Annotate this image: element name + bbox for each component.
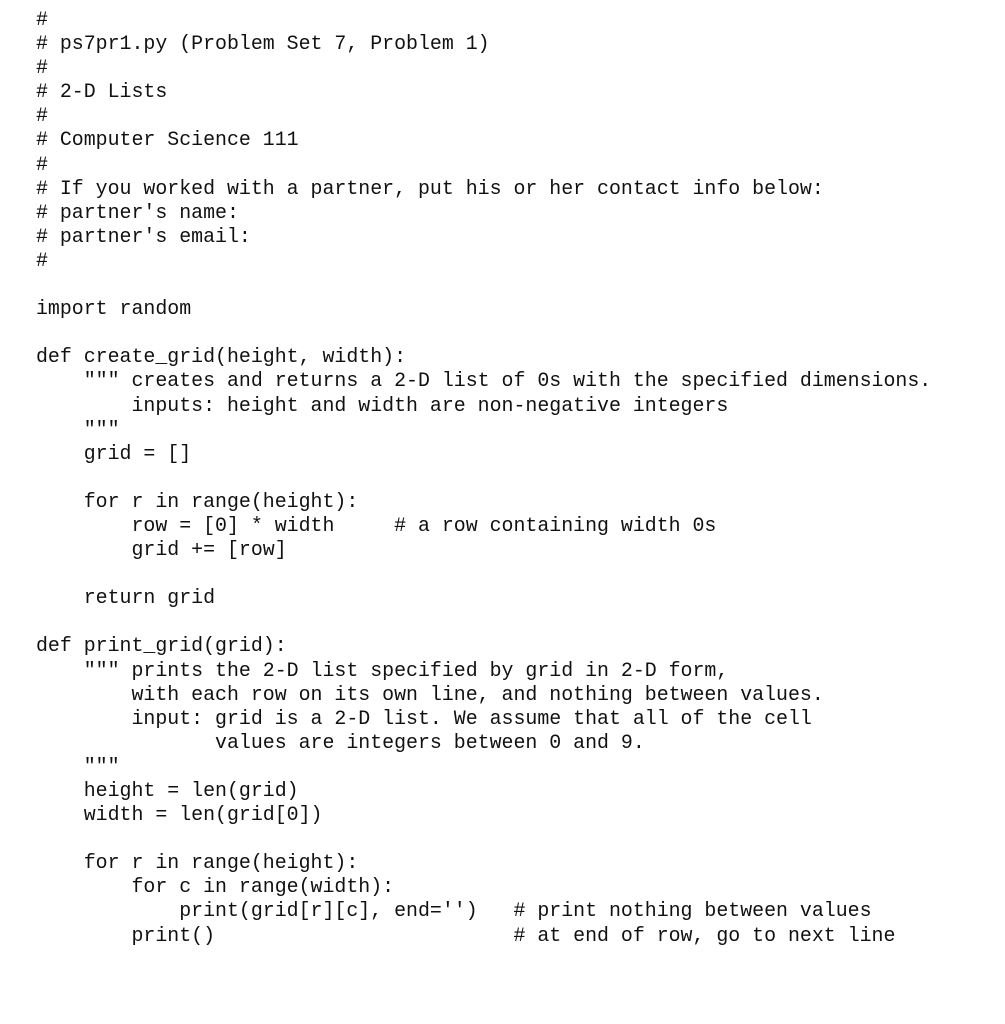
code-line: return grid [36, 586, 216, 610]
code-line: # [36, 152, 48, 176]
code-line [36, 562, 931, 586]
code-line [36, 466, 931, 490]
code-line: # If you worked with a partner, put his or her contact info below: [36, 176, 824, 200]
code-line: width = len(grid[0]) [36, 803, 323, 827]
code-line: inputs: height and width are non-negative integers [36, 393, 729, 417]
code-line: import random [36, 297, 192, 321]
code-line: print() # at end of row, go to next line [36, 923, 896, 947]
code-line: # partner's email: [36, 224, 251, 248]
code-line [36, 273, 931, 297]
code-line: # [36, 8, 48, 31]
code-line: for r in range(height): [36, 851, 359, 875]
code-line: grid = [] [36, 441, 192, 465]
code-line: height = len(grid) [36, 779, 299, 802]
code-line: # 2-D Lists [36, 80, 168, 104]
code-line: values are integers between 0 and 9. [36, 730, 645, 754]
code-line: # [36, 56, 48, 80]
code-line [36, 610, 931, 634]
code-line: for r in range(height): [36, 489, 359, 513]
code-line: """ prints the 2-D list specified by grid in 2-D form, [36, 658, 729, 682]
code-listing [36, 8, 931, 948]
code-line: """ [36, 417, 120, 441]
code-line [36, 321, 931, 345]
code-line: """ [36, 754, 120, 778]
code-line: print(grid[r][c], end='') # print nothing between values [36, 899, 872, 923]
code-line: """ creates and returns a 2-D list of 0s with the specified dimensions. [36, 369, 932, 393]
code-line: for c in range(width): [36, 875, 395, 899]
code-line [36, 827, 931, 851]
code-line: # [36, 248, 48, 272]
code-line: grid += [row] [36, 538, 287, 562]
code-line: def create_grid(height, width): [36, 345, 407, 369]
code-line: # Computer Science 111 [36, 128, 299, 152]
code-line: # partner's name: [36, 200, 239, 224]
code-line: input: grid is a 2-D list. We assume that all of the cell [36, 706, 812, 730]
code-line: with each row on its own line, and nothing between values. [36, 682, 824, 706]
code-line: # ps7pr1.py (Problem Set 7, Problem 1) [36, 32, 490, 56]
code-line: # [36, 104, 48, 128]
code-line: def print_grid(grid): [36, 634, 287, 658]
code-line: row = [0] * width # a row containing width 0s [36, 513, 717, 537]
